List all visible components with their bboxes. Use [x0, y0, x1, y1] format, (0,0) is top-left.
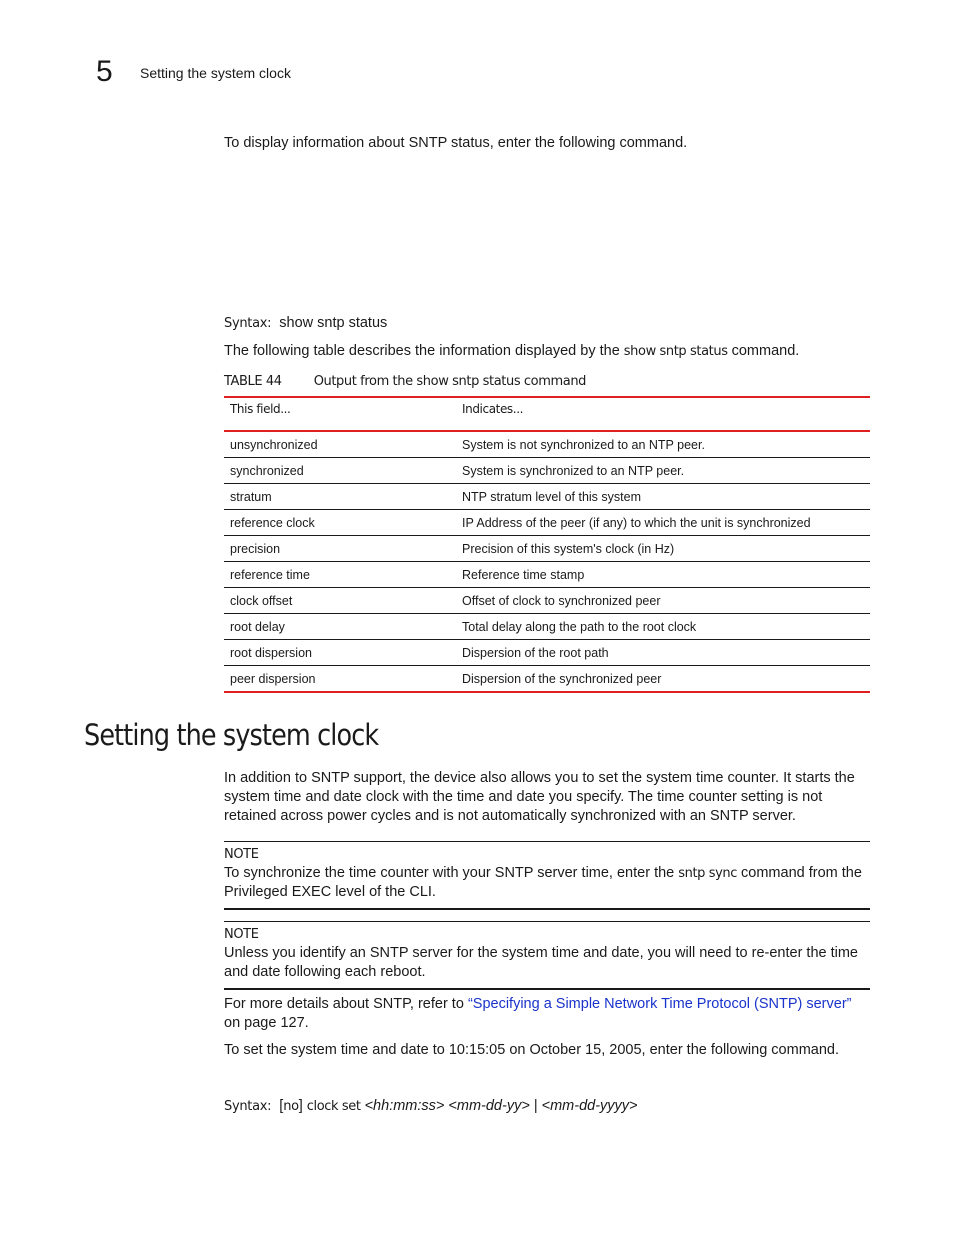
indicates-cell: Dispersion of the root path: [462, 645, 609, 660]
syntax-command: show sntp status: [279, 315, 388, 331]
table-caption: [224, 374, 586, 389]
section-title: Setting the system clock: [84, 718, 379, 752]
indicates-cell: Total delay along the path to the root clock: [462, 619, 697, 634]
syntax-label: Syntax:: [224, 1099, 272, 1114]
field-cell: peer dispersion: [230, 671, 316, 686]
sntp-status-table: [224, 396, 870, 693]
indicates-cell: Reference time stamp: [462, 567, 585, 582]
details-paragraph: [224, 995, 870, 1033]
table-intro-command: show sntp status: [623, 344, 728, 359]
note-label: NOTE: [224, 927, 259, 942]
intro-paragraph: To display information about SNTP status, enter the following command.: [224, 135, 688, 151]
field-cell: stratum: [230, 489, 272, 504]
section-body: In addition to SNTP support, the device also allows you to set the system time counter. It starts the system time and date clock with the time and date you specify. The time counter setting is not retained across power cycles and is not automatically synchronized with an SNTP server.: [224, 770, 855, 824]
header-field: This field...: [230, 402, 291, 416]
header-indicates: Indicates...: [462, 402, 524, 416]
field-cell: reference clock: [230, 515, 315, 530]
field-cell: root dispersion: [230, 645, 312, 660]
note-text: Unless you identify an SNTP server for the system time and date, you will need to re-enter the time and date following each reboot.: [224, 945, 858, 980]
syntax-line-status: [224, 314, 870, 333]
time-argument: <hh:mm:ss>: [364, 1098, 445, 1114]
clock-set-command: clock set: [306, 1099, 361, 1114]
table-row: [224, 536, 870, 562]
note-sync: [224, 841, 870, 910]
table-row: [224, 431, 870, 458]
indicates-cell: Offset of clock to synchronized peer: [462, 593, 661, 608]
details-text: For more details about SNTP, refer to: [224, 996, 468, 1012]
note-command: sntp sync: [678, 866, 738, 881]
details-text-end: on page 127.: [224, 1015, 309, 1031]
field-cell: root delay: [230, 619, 285, 634]
table-title: Output from the show sntp status command: [313, 374, 587, 389]
pipe-separator: |: [533, 1098, 538, 1114]
set-time-paragraph: To set the system time and date to 10:15:05 on October 15, 2005, enter the following command.: [224, 1042, 840, 1058]
running-header: Setting the system clock: [140, 65, 291, 81]
field-cell: reference time: [230, 567, 310, 582]
table-intro-paragraph: [224, 342, 870, 361]
table-number: TABLE 44: [224, 374, 282, 389]
table-row: [224, 510, 870, 536]
no-keyword: no: [283, 1099, 299, 1114]
indicates-cell: System is not synchronized to an NTP peer.: [462, 437, 705, 452]
indicates-cell: Precision of this system's clock (in Hz): [462, 541, 675, 556]
indicates-cell: System is synchronized to an NTP peer.: [462, 463, 685, 478]
note-label: NOTE: [224, 847, 259, 862]
table-row: [224, 562, 870, 588]
table-row: [224, 484, 870, 510]
table-row: [224, 640, 870, 666]
date-argument-short: <mm-dd-yy>: [448, 1098, 530, 1114]
syntax-line-clock: [224, 1097, 870, 1116]
open-bracket: [: [279, 1098, 284, 1114]
field-cell: clock offset: [230, 593, 293, 608]
indicates-cell: NTP stratum level of this system: [462, 489, 641, 504]
date-argument-long: <mm-dd-yyyy>: [541, 1098, 638, 1114]
table-row: [224, 458, 870, 484]
table-row: [224, 666, 870, 693]
indicates-cell: Dispersion of the synchronized peer: [462, 671, 662, 686]
table-header-row: [224, 397, 870, 431]
field-cell: synchronized: [230, 463, 304, 478]
note-reboot: [224, 921, 870, 990]
sntp-server-link[interactable]: “Specifying a Simple Network Time Protocol (SNTP) server”: [467, 996, 852, 1012]
table-intro-text: The following table describes the information displayed by the: [224, 343, 624, 359]
table-intro-text-end: command.: [727, 343, 800, 359]
indicates-cell: IP Address of the peer (if any) to which the unit is synchronized: [462, 515, 811, 530]
chapter-number: 5: [96, 55, 113, 88]
note-text-end: command from the Privileged EXEC level of the CLI.: [224, 865, 862, 900]
syntax-label: Syntax:: [224, 316, 272, 331]
note-text-start: To synchronize the time counter with your SNTP server time, enter the: [224, 865, 679, 881]
field-cell: precision: [230, 541, 281, 556]
table-row: [224, 588, 870, 614]
field-cell: unsynchronized: [230, 437, 318, 452]
close-bracket: ]: [298, 1098, 303, 1114]
table-row: [224, 614, 870, 640]
note-text: [224, 864, 870, 902]
